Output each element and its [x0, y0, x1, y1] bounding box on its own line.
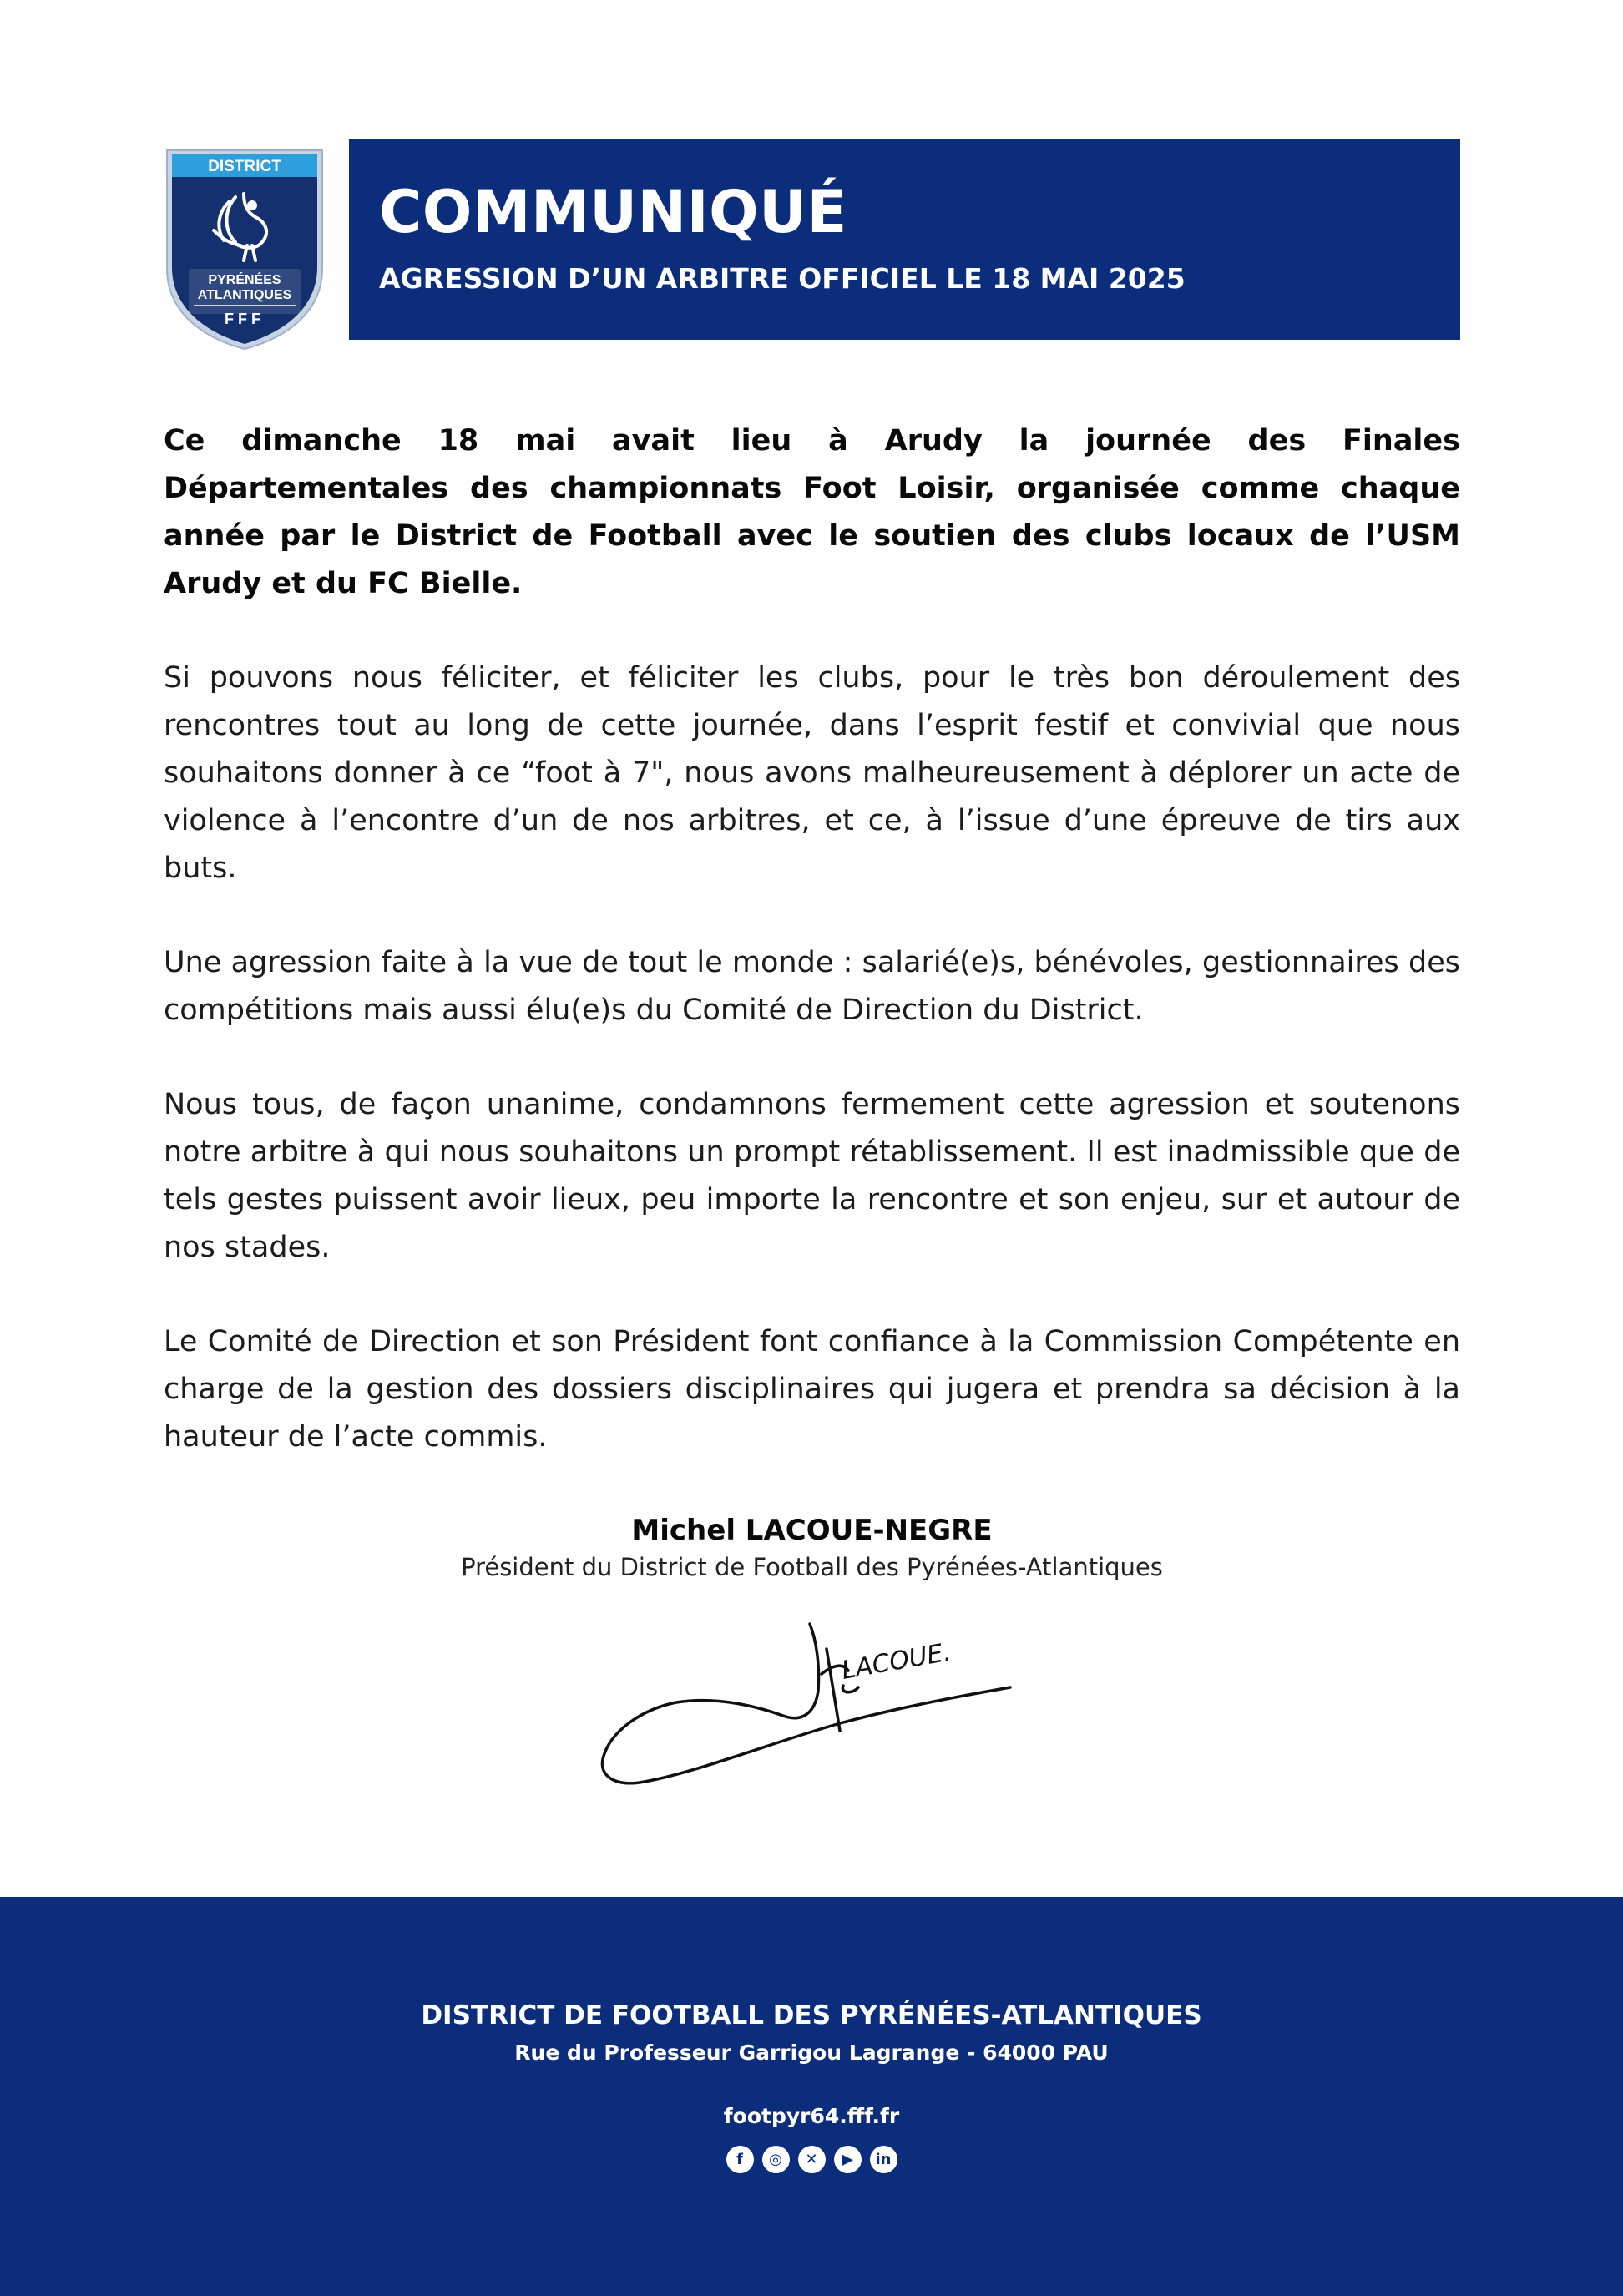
- page-subtitle: AGRESSION D’UN ARBITRE OFFICIEL LE 18 MAI 2025: [379, 262, 1186, 295]
- social-links: [0, 2146, 1623, 2173]
- instagram-icon[interactable]: ◎: [762, 2146, 790, 2173]
- footer-address: Rue du Professeur Garrigou Lagrange - 64000 PAU: [514, 2041, 1109, 2065]
- footer: [0, 1897, 1623, 2296]
- footer-website-link[interactable]: footpyr64.fff.fr: [723, 2104, 900, 2128]
- paragraph: Si pouvons nous féliciter, et féliciter les clubs, pour le très bon déroulement des rencontres tout au long de cette journée, dans l’esprit festif et convivial que nous souhaitons donner à ce “foot à 7", nous avons malheureusement à déplorer un acte de violence à l’encontre d’un de nos arbitres, et ce, à l’issue d’une épreuve de tirs aux buts.: [164, 661, 1460, 885]
- signatory-role: Président du District de Football des Pyrénées-Atlantiques: [461, 1553, 1163, 1581]
- page-title: COMMUNIQUÉ: [379, 178, 847, 246]
- youtube-icon[interactable]: ▶: [834, 2146, 862, 2173]
- lead-paragraph: Ce dimanche 18 mai avait lieu à Arudy la journée des Finales Départementales des championnats Foot Loisir, organisée comme chaque année par le District de Football avec le soutien des clubs locaux de l’USM Arudy et du FC Bielle.: [164, 424, 1460, 600]
- handwritten-signature: [593, 1616, 1027, 1791]
- svg-text:PYRÉNÉES: PYRÉNÉES: [208, 273, 281, 287]
- x-icon[interactable]: ✕: [798, 2146, 826, 2173]
- signature-block: [164, 1511, 1460, 1585]
- svg-text:LACOUE.: LACOUE.: [839, 1637, 953, 1686]
- linkedin-icon[interactable]: in: [870, 2146, 897, 2173]
- paragraph: Le Comité de Direction et son Président font confiance à la Commission Compétente en charge de la gestion des dossiers disciplinaires qui jugera et prendra sa décision à la hauteur de l’acte commis.: [164, 1325, 1460, 1454]
- svg-text:DISTRICT: DISTRICT: [208, 158, 281, 175]
- svg-text:FFF: FFF: [225, 311, 265, 327]
- communique-body: [164, 417, 1460, 1508]
- paragraph: Nous tous, de façon unanime, condamnons fermement cette agression et soutenons notre arbitre à qui nous souhaitons un prompt rétablissement. Il est inadmissible que de tels gestes puissent avoir lieux, peu importe la rencontre et son enjeu, sur et autour de nos stades.: [164, 1088, 1460, 1264]
- svg-text:ATLANTIQUES: ATLANTIQUES: [197, 288, 292, 302]
- signatory-name: Michel LACOUE-NEGRE: [631, 1514, 993, 1547]
- header-banner: [349, 139, 1460, 340]
- facebook-icon[interactable]: f: [726, 2146, 754, 2173]
- footer-org-name: DISTRICT DE FOOTBALL DES PYRÉNÉES-ATLANTIQUES: [421, 2000, 1202, 2030]
- district-logo: [164, 144, 326, 351]
- paragraph: Une agression faite à la vue de tout le monde : salarié(e)s, bénévoles, gestionnaires des compétitions mais aussi élu(e)s du Comité de Direction du District.: [164, 946, 1460, 1027]
